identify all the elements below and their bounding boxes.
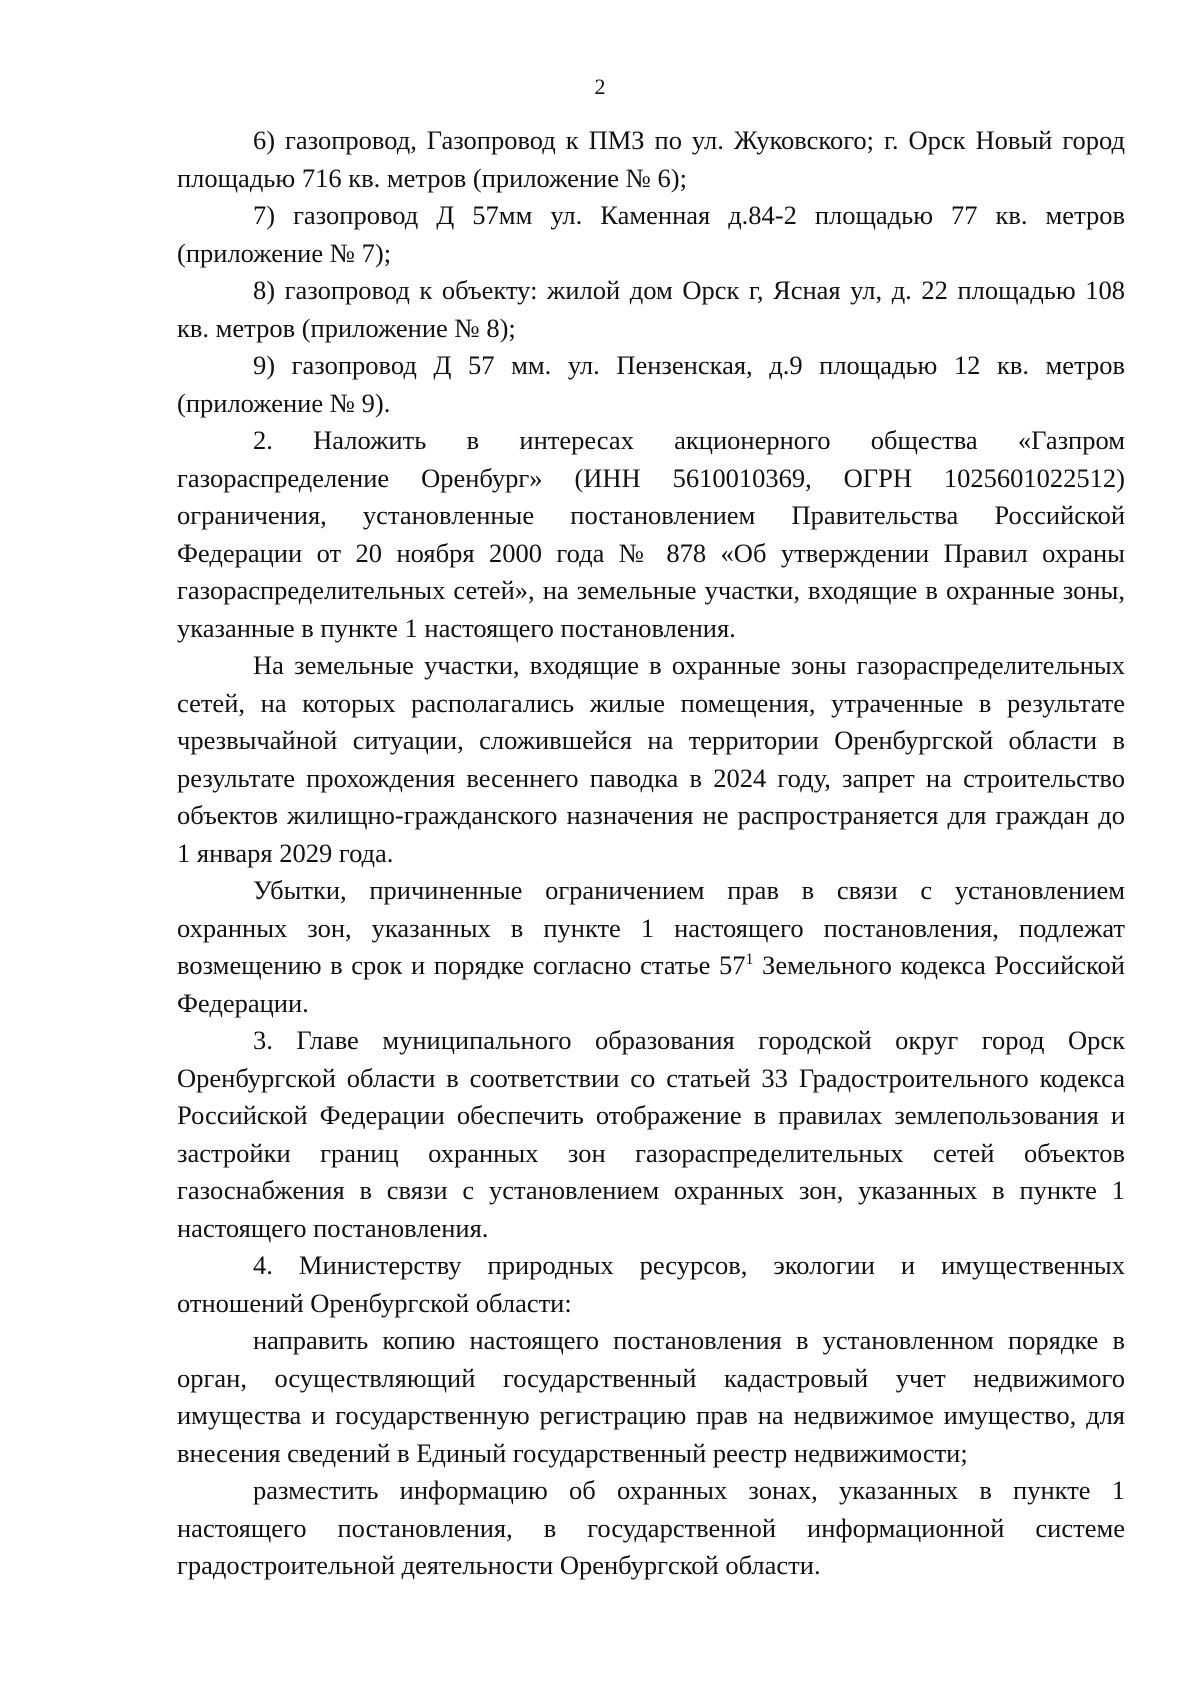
item-9-paragraph: 9) газопровод Д 57 мм. ул. Пензенская, д.9 площадью 12 кв. метров (приложение № 9). [177,350,1125,418]
clause-4-paragraph: 4. Министерству природных ресурсов, экологии и имущественных отношений Оренбургской области: [177,1250,1125,1318]
item-6-paragraph: 6) газопровод, Газопровод к ПМЗ по ул. Жуковского; г. Орск Новый город площадью 716 кв. метров (приложение № 6); [177,125,1125,193]
page-number: 2 [594,74,606,99]
article-superscript: 1 [745,951,754,969]
flood-exception-paragraph: На земельные участки, входящие в охранные зоны газораспределительных сетей, на которых располагались жилые помещения, утраченные в результате чрезвычайной ситуации, сложившейся на территории Оренбургской области в результате прохождения весеннего паводка в 2024 году, запрет на строительство объектов жилищно-гражданского назначения не распространяется для граждан до 1 января 2029 года. [177,650,1125,868]
item-8-paragraph: 8) газопровод к объекту: жилой дом Орск г, Ясная ул, д. 22 площадью 108 кв. метров (приложение № 8); [177,275,1125,343]
item-7-paragraph: 7) газопровод Д 57мм ул. Каменная д.84-2 площадью 77 кв. метров (приложение № 7); [177,200,1125,268]
losses-text-after: Земельного кодекса Российской Федерации. [177,950,1125,1018]
losses-paragraph [177,872,1125,1022]
clause-3-paragraph: 3. Главе муниципального образования городской округ город Орск Оренбургской области в соответствии со статьей 33 Градостроительного кодекса Российской Федерации обеспечить отображение в правилах землепользования и застройки границ охранных зон газораспределительных сетей объектов газоснабжения в связи с установлением охранных зон, указанных в пункте 1 настоящего постановления. [177,1025,1125,1243]
clause-4-item-publish-paragraph: разместить информацию об охранных зонах, указанных в пункте 1 настоящего постановления, в государственной информационной системе градостроительной деятельности Оренбургской области. [177,1475,1125,1580]
document-body [177,122,1125,1585]
clause-2-paragraph: 2. Наложить в интересах акционерного общества «Газпром газораспределение Оренбург» (ИНН 5610010369, ОГРН 1025601022512) ограничения, установленные постановлением Правительства Российской Федерации от 20 ноября 2000 года № 878 «Об утверждении Правил охраны газораспределительных сетей», на земельные участки, входящие в охранные зоны, указанные в пункте 1 настоящего постановления. [177,425,1125,643]
clause-4-item-copy-paragraph: направить копию настоящего постановления в установленном порядке в орган, осуществляющий государственный кадастровый учет недвижимого имущества и государственную регистрацию прав на недвижимое имущество, для внесения сведений в Единый государственный реестр недвижимости; [177,1325,1125,1468]
losses-text-before: Убытки, причиненные ограничением прав в связи с установлением охранных зон, указанных в пункте 1 настоящего постановления, подлежат возмещению в срок и порядке согласно статье 57 [177,875,1125,980]
